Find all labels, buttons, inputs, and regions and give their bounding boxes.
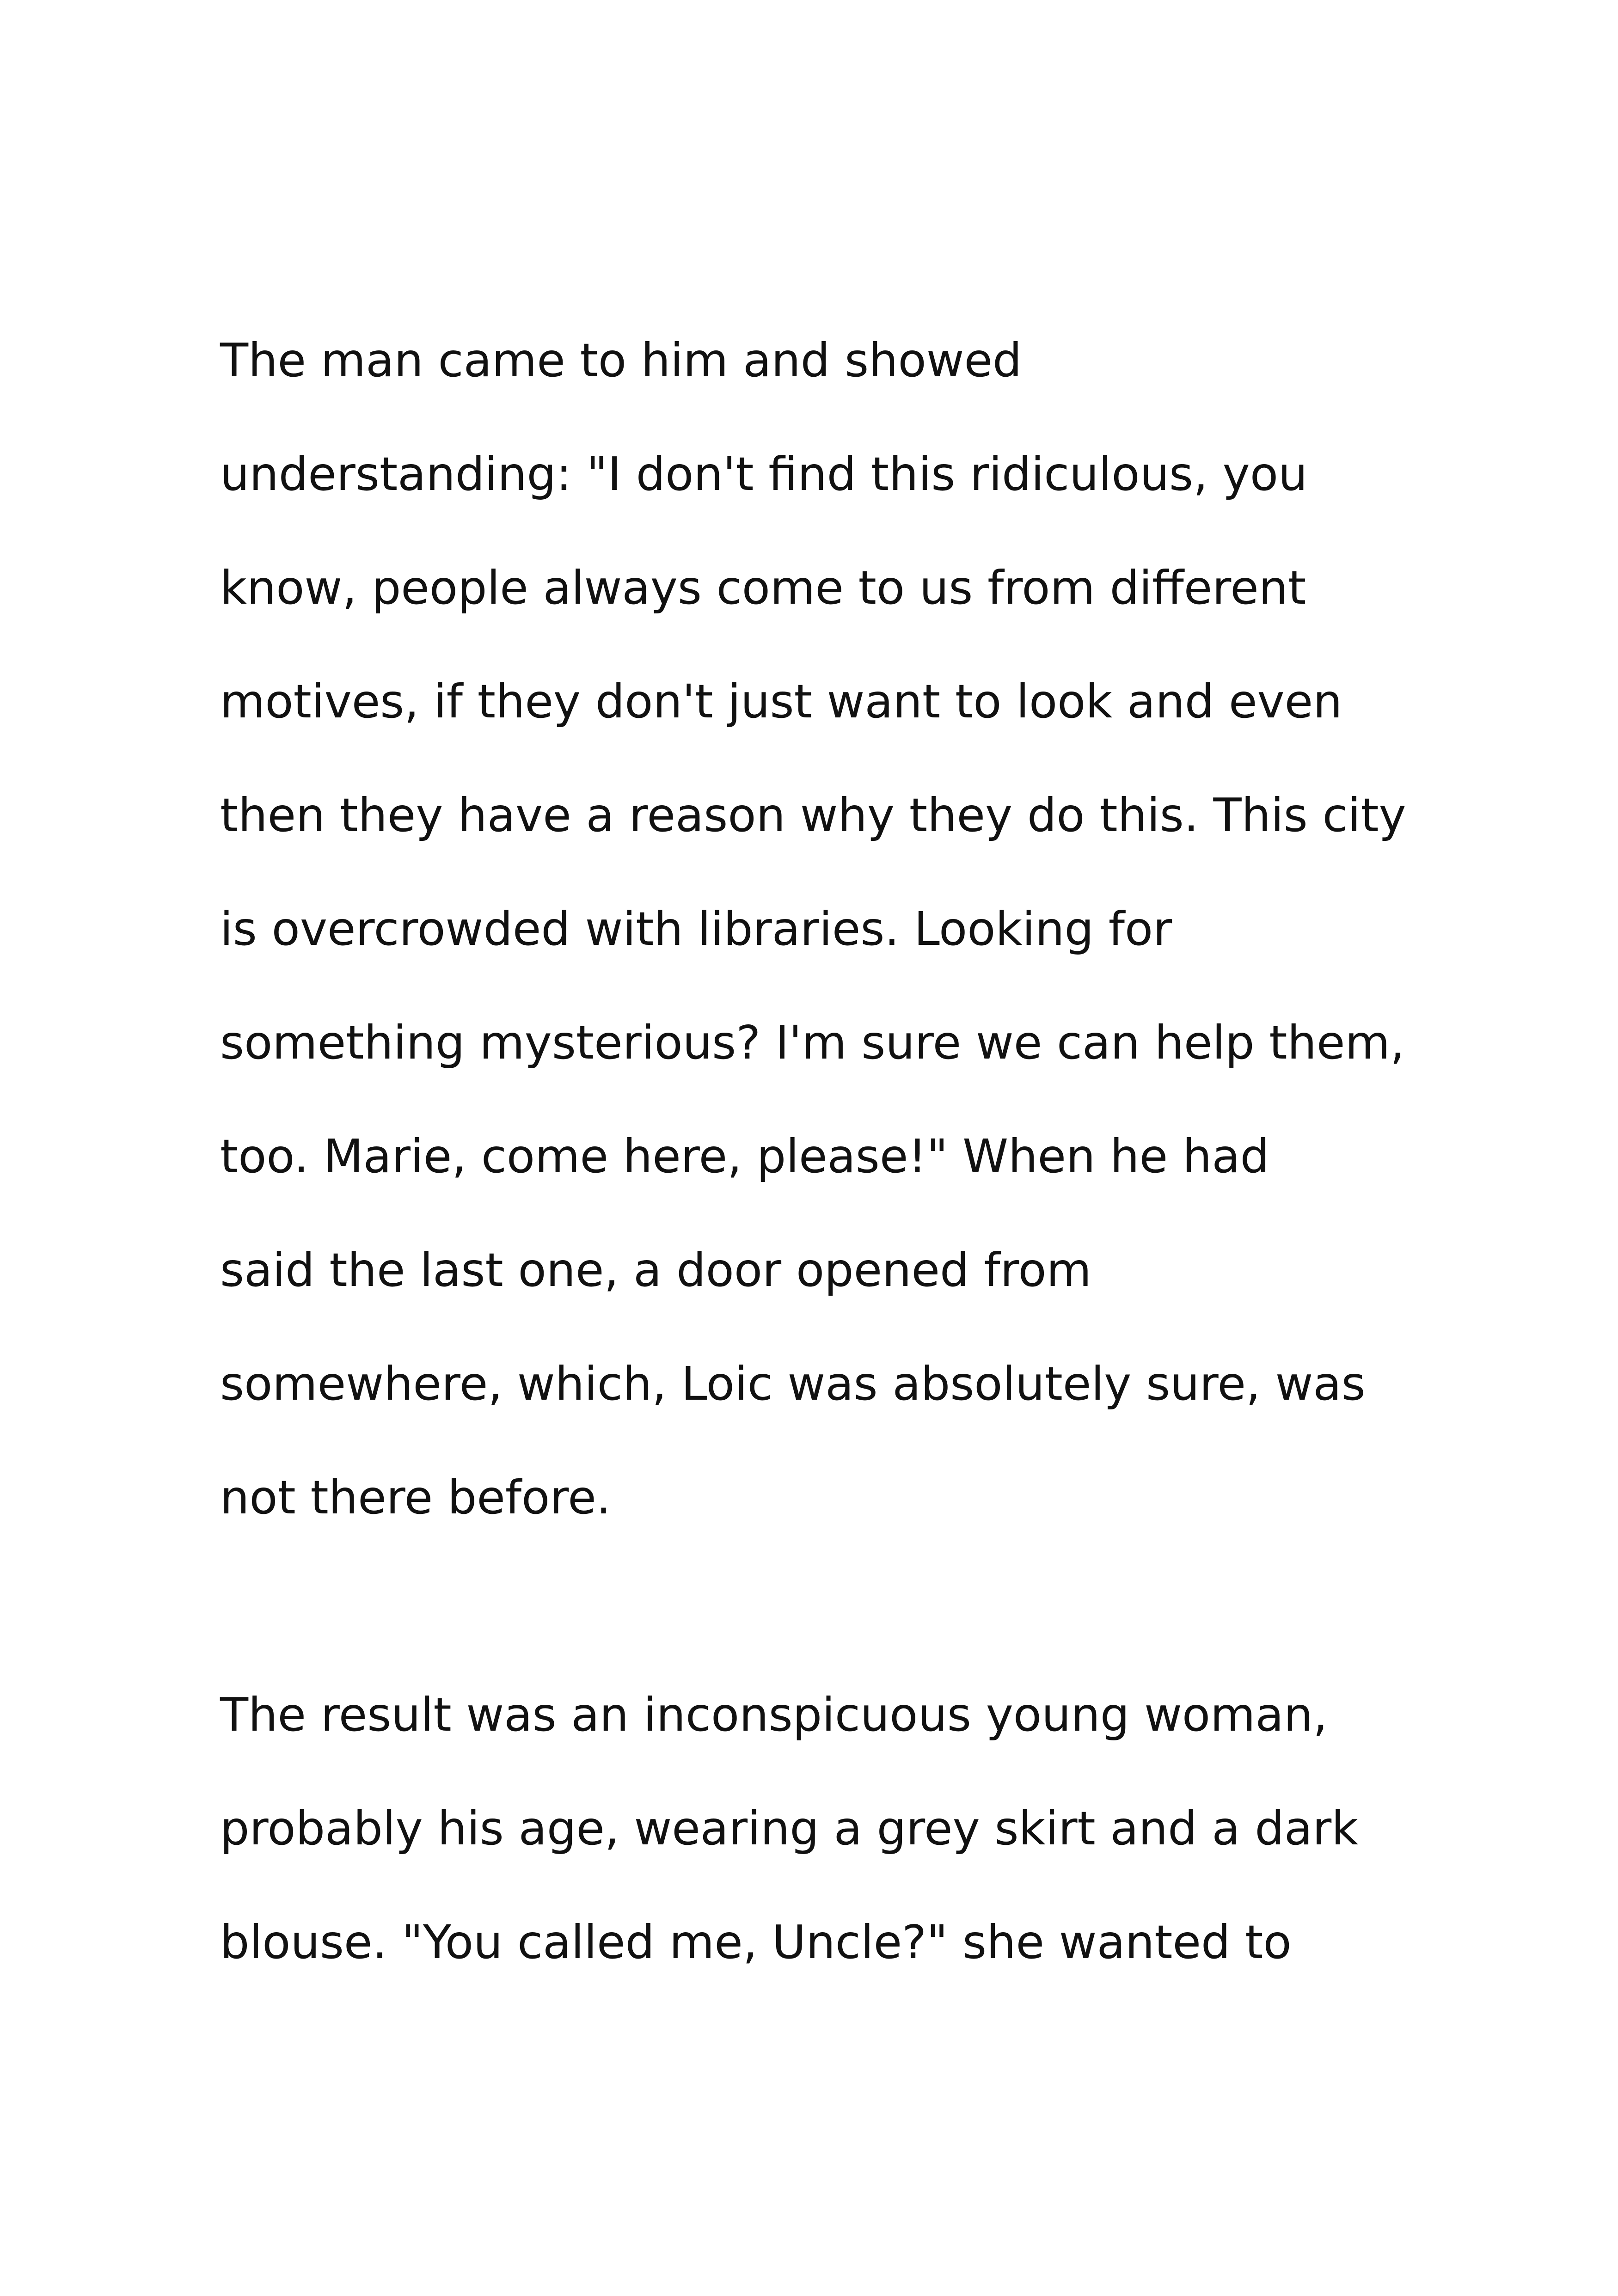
text-line: The man came to him and showed [220,333,1022,387]
text-line: The result was an inconspicuous young woman, [220,1688,1328,1742]
text-line: probably his age, wearing a grey skirt and a dark [220,1801,1359,1855]
paragraph-1 [220,333,1468,1588]
text-line: blouse. "You called me, Uncle?" she wanted to [220,1915,1292,1969]
text-line: motives, if they don't just want to look and even [220,674,1342,729]
text-line: something mysterious? I'm sure we can help them, [220,1016,1405,1070]
text-line: is overcrowded with libraries. Looking for [220,902,1172,956]
text-line: then they have a reason why they do this. This city [220,788,1406,842]
text-line: somewhere, which, Loic was absolutely sure, was [220,1357,1366,1411]
paragraph-2 [220,1688,1468,2033]
text-line: too. Marie, come here, please!" When he had [220,1129,1270,1183]
text-line: know, people always come to us from different [220,561,1306,615]
text-line: said the last one, a door opened from [220,1243,1092,1297]
text-line: not there before. [220,1470,611,1525]
text-line: understanding: "I don't find this ridiculous, you [220,447,1308,501]
